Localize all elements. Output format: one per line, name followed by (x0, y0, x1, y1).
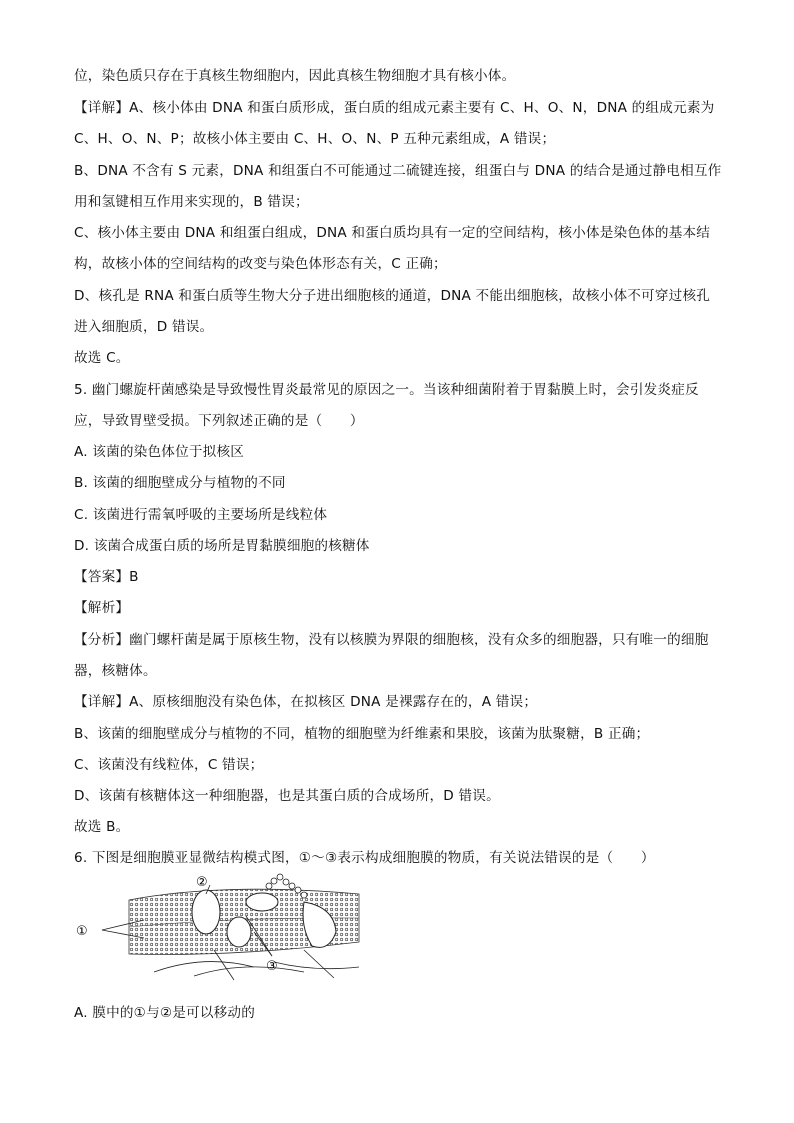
question-stem: 应，导致胃壁受损。下列叙述正确的是（ ） (74, 413, 364, 429)
text-line: C、核小体主要由 DNA 和组蛋白组成，DNA 和蛋白质均具有一定的空间结构，核小体是染色体的基本结 (74, 225, 711, 241)
text-line: 位，染色质只存在于真核生物细胞内，因此真核生物细胞才具有核小体。 (74, 68, 516, 84)
text-line: 【详解】A、核小体由 DNA 和蛋白质形成，蛋白质的组成元素主要有 C、H、O、N，DNA 的组成元素为 (74, 100, 715, 116)
question-stem: 5. 幽门螺旋杆菌感染是导致慢性胃炎最常见的原因之一。当该种细菌附着于胃黏膜上时，会引发炎症反 (74, 382, 699, 398)
option-a: A. 膜中的①与②是可以移动的 (74, 1005, 256, 1021)
analysis-label: 【解析】 (74, 600, 130, 616)
label-3: ③ (266, 959, 278, 974)
option-c: C. 该菌进行需氧呼吸的主要场所是线粒体 (74, 507, 328, 523)
text-line: 用和氢键相互作用来实现的，B 错误； (74, 194, 309, 210)
option-d: D. 该菌合成蛋白质的场所是胃黏膜细胞的核糖体 (74, 538, 370, 554)
text-line: 构，故核小体的空间结构的改变与染色体形态有关，C 正确； (74, 256, 447, 272)
text-line: 器，核糖体。 (74, 663, 157, 679)
text-line: D、该菌有核糖体这一种细胞器，也是其蛋白质的合成场所，D 错误。 (74, 788, 500, 804)
text-line: C、H、O、N、P；故核小体主要由 C、H、O、N、P 五种元素组成，A 错误； (74, 131, 556, 147)
option-b: B. 该菌的细胞壁成分与植物的不同 (74, 475, 286, 491)
text-line: B、该菌的细胞壁成分与植物的不同，植物的细胞壁为纤维素和果胶，该菌为肽聚糖，B 正确； (74, 726, 650, 742)
label-2: ② (196, 875, 208, 890)
answer-label: 【答案】B (74, 569, 139, 585)
protein-shape (227, 917, 251, 947)
protein-shape (246, 893, 278, 911)
label-1: ① (76, 924, 88, 939)
text-line: D、核孔是 RNA 和蛋白质等生物大分子进出细胞核的通道，DNA 不能出细胞核，故核小体不可穿过核孔 (74, 288, 711, 304)
text-line: 故选 B。 (74, 819, 130, 835)
text-line: B、DNA 不含有 S 元素，DNA 和组蛋白不可能通过二硫键连接，组蛋白与 DNA 的结合是通过静电相互作 (74, 163, 722, 179)
text-line: C、该菌没有线粒体，C 错误； (74, 757, 264, 773)
text-line: 【详解】A、原核细胞没有染色体，在拟核区 DNA 是裸露存在的，A 错误； (74, 694, 538, 710)
text-line: 【分析】幽门螺杆菌是属于原核生物，没有以核膜为界限的细胞核，没有众多的细胞器，只有唯一的细胞 (74, 632, 709, 648)
text-line: 进入细胞质，D 错误。 (74, 319, 214, 335)
option-a: A. 该菌的染色体位于拟核区 (74, 444, 245, 460)
text-line: 故选 C。 (74, 350, 130, 366)
protein-shape (192, 890, 220, 934)
question-stem: 6. 下图是细胞膜亚显微结构模式图，①～③表示构成细胞膜的物质，有关说法错误的是（ ） (74, 850, 655, 866)
cell-membrane-figure (74, 872, 364, 982)
